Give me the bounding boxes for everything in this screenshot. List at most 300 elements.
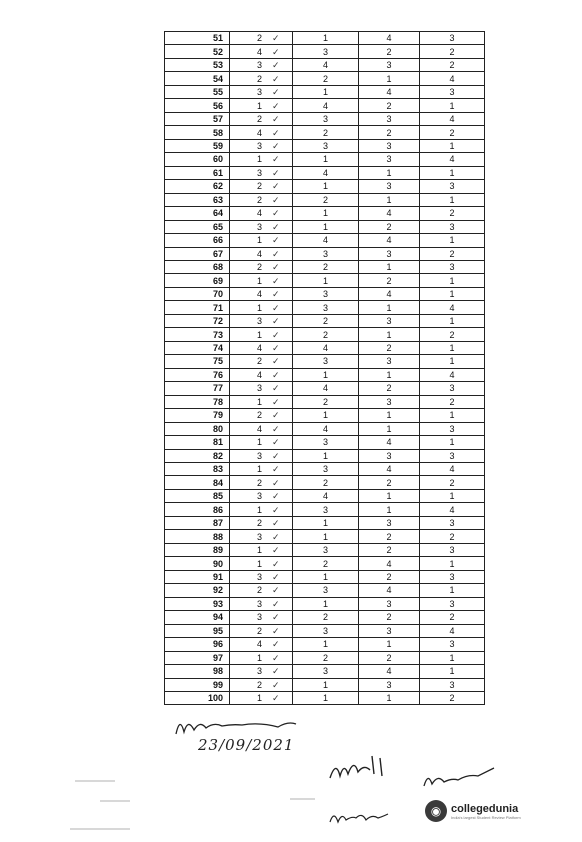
table-row — [165, 597, 485, 610]
answer-cell-2: 2 — [293, 611, 359, 624]
answer-cell-1 — [230, 193, 293, 206]
answer-value: 1 — [256, 558, 262, 569]
answer-cell-3: 1 — [359, 328, 420, 341]
table-row — [165, 584, 485, 597]
check-mark-icon: ✓ — [272, 518, 280, 529]
answer-cell-3: 4 — [359, 557, 420, 570]
answer-cell-2: 2 — [293, 328, 359, 341]
answer-cell-2: 2 — [293, 193, 359, 206]
question-number: 72 — [165, 314, 230, 327]
answer-cell-4: 2 — [420, 45, 485, 58]
table-row — [165, 234, 485, 247]
answer-cell-2: 4 — [293, 99, 359, 112]
answer-cell-1 — [230, 463, 293, 476]
answer-cell-1 — [230, 584, 293, 597]
table-row — [165, 624, 485, 637]
answer-cell-2: 3 — [293, 463, 359, 476]
answer-cell-1 — [230, 638, 293, 651]
check-mark-icon: ✓ — [272, 491, 280, 502]
answer-cell-1 — [230, 72, 293, 85]
question-number: 57 — [165, 112, 230, 125]
check-mark-icon: ✓ — [272, 167, 280, 178]
check-mark-icon: ✓ — [272, 154, 280, 165]
question-number: 85 — [165, 489, 230, 502]
table-row — [165, 638, 485, 651]
answer-cell-2: 3 — [293, 543, 359, 556]
check-mark-icon: ✓ — [272, 221, 280, 232]
answer-cell-2: 3 — [293, 247, 359, 260]
question-number: 59 — [165, 139, 230, 152]
question-number: 53 — [165, 58, 230, 71]
answer-value: 2 — [256, 73, 262, 84]
table-row — [165, 557, 485, 570]
answer-cell-4: 1 — [420, 651, 485, 664]
answer-cell-1 — [230, 409, 293, 422]
answer-value: 3 — [256, 140, 262, 151]
table-row — [165, 395, 485, 408]
answer-cell-1 — [230, 503, 293, 516]
answer-cell-1 — [230, 126, 293, 139]
table-row — [165, 570, 485, 583]
answer-cell-2: 2 — [293, 260, 359, 273]
answer-cell-1 — [230, 166, 293, 179]
answer-cell-4: 2 — [420, 328, 485, 341]
check-mark-icon: ✓ — [272, 289, 280, 300]
check-mark-icon: ✓ — [272, 450, 280, 461]
answer-value: 3 — [256, 571, 262, 582]
check-mark-icon: ✓ — [272, 194, 280, 205]
answer-cell-4: 4 — [420, 72, 485, 85]
question-number: 71 — [165, 301, 230, 314]
answer-cell-2: 2 — [293, 72, 359, 85]
question-number: 68 — [165, 260, 230, 273]
table-row — [165, 247, 485, 260]
answer-cell-4: 1 — [420, 287, 485, 300]
answer-cell-2: 1 — [293, 678, 359, 691]
question-number: 100 — [165, 691, 230, 704]
answer-cell-1 — [230, 422, 293, 435]
answer-cell-3: 4 — [359, 665, 420, 678]
table-row — [165, 314, 485, 327]
answer-cell-1 — [230, 382, 293, 395]
answer-value: 1 — [256, 652, 262, 663]
check-mark-icon: ✓ — [272, 625, 280, 636]
answer-value: 2 — [256, 194, 262, 205]
answer-cell-4: 1 — [420, 584, 485, 597]
answer-cell-1 — [230, 220, 293, 233]
answer-value: 1 — [256, 545, 262, 556]
answer-cell-1 — [230, 570, 293, 583]
check-mark-icon: ✓ — [272, 100, 280, 111]
answer-cell-4: 1 — [420, 99, 485, 112]
answer-cell-4: 3 — [420, 570, 485, 583]
answer-value: 3 — [256, 221, 262, 232]
answer-cell-1 — [230, 489, 293, 502]
answer-cell-3: 2 — [359, 99, 420, 112]
table-row — [165, 678, 485, 691]
answer-cell-3: 3 — [359, 516, 420, 529]
answer-cell-4: 3 — [420, 382, 485, 395]
answer-cell-3: 3 — [359, 678, 420, 691]
question-number: 89 — [165, 543, 230, 556]
answer-cell-1 — [230, 328, 293, 341]
answer-cell-3: 1 — [359, 72, 420, 85]
answer-cell-4: 2 — [420, 476, 485, 489]
answer-cell-2: 4 — [293, 234, 359, 247]
table-row — [165, 543, 485, 556]
answer-cell-3: 2 — [359, 543, 420, 556]
table-row — [165, 328, 485, 341]
check-mark-icon: ✓ — [272, 127, 280, 138]
answer-cell-4: 1 — [420, 665, 485, 678]
answer-cell-1 — [230, 597, 293, 610]
scan-smudge — [290, 798, 315, 800]
answer-value: 4 — [256, 369, 262, 380]
question-number: 93 — [165, 597, 230, 610]
signature-scribble-3 — [420, 766, 500, 790]
answer-cell-4: 3 — [420, 85, 485, 98]
answer-cell-4: 3 — [420, 422, 485, 435]
answer-value: 4 — [256, 208, 262, 219]
answer-cell-3: 3 — [359, 597, 420, 610]
answer-value: 1 — [256, 329, 262, 340]
question-number: 99 — [165, 678, 230, 691]
check-mark-icon: ✓ — [272, 652, 280, 663]
question-number: 83 — [165, 463, 230, 476]
table-row — [165, 32, 485, 45]
answer-cell-3: 1 — [359, 368, 420, 381]
check-mark-icon: ✓ — [272, 396, 280, 407]
table-row — [165, 45, 485, 58]
table-row — [165, 503, 485, 516]
answer-cell-4: 3 — [420, 638, 485, 651]
answer-cell-1 — [230, 301, 293, 314]
answer-cell-2: 3 — [293, 139, 359, 152]
answer-cell-2: 1 — [293, 368, 359, 381]
answer-value: 3 — [256, 167, 262, 178]
answer-cell-3: 3 — [359, 112, 420, 125]
check-mark-icon: ✓ — [272, 60, 280, 71]
answer-cell-1 — [230, 436, 293, 449]
table-row — [165, 193, 485, 206]
question-number: 67 — [165, 247, 230, 260]
answer-value: 3 — [256, 450, 262, 461]
answer-value: 3 — [256, 316, 262, 327]
question-number: 90 — [165, 557, 230, 570]
question-number: 64 — [165, 207, 230, 220]
answer-cell-3: 1 — [359, 503, 420, 516]
check-mark-icon: ✓ — [272, 262, 280, 273]
check-mark-icon: ✓ — [272, 140, 280, 151]
answer-cell-3: 3 — [359, 624, 420, 637]
answer-cell-3: 1 — [359, 260, 420, 273]
logo-name: collegedunia — [451, 802, 519, 815]
check-mark-icon: ✓ — [272, 679, 280, 690]
answer-cell-2: 1 — [293, 597, 359, 610]
table-row — [165, 409, 485, 422]
question-number: 98 — [165, 665, 230, 678]
answer-cell-3: 2 — [359, 570, 420, 583]
answer-cell-4: 2 — [420, 58, 485, 71]
answer-cell-2: 2 — [293, 557, 359, 570]
answer-cell-3: 2 — [359, 651, 420, 664]
question-number: 95 — [165, 624, 230, 637]
answer-cell-4: 2 — [420, 530, 485, 543]
answer-value: 4 — [256, 289, 262, 300]
answer-cell-3: 1 — [359, 193, 420, 206]
check-mark-icon: ✓ — [272, 343, 280, 354]
question-number: 88 — [165, 530, 230, 543]
answer-cell-2: 3 — [293, 624, 359, 637]
check-mark-icon: ✓ — [272, 383, 280, 394]
answer-cell-2: 2 — [293, 651, 359, 664]
table-row — [165, 691, 485, 704]
question-number: 91 — [165, 570, 230, 583]
answer-cell-2: 4 — [293, 422, 359, 435]
question-number: 69 — [165, 274, 230, 287]
answer-cell-4: 4 — [420, 463, 485, 476]
answer-cell-4: 1 — [420, 314, 485, 327]
answer-cell-4: 2 — [420, 247, 485, 260]
answer-cell-3: 4 — [359, 85, 420, 98]
answer-cell-4: 1 — [420, 341, 485, 354]
check-mark-icon: ✓ — [272, 571, 280, 582]
answer-value: 4 — [256, 248, 262, 259]
answer-key-table — [164, 31, 485, 705]
answer-cell-4: 1 — [420, 166, 485, 179]
question-number: 56 — [165, 99, 230, 112]
check-mark-icon: ✓ — [272, 423, 280, 434]
answer-value: 2 — [256, 585, 262, 596]
answer-value: 2 — [256, 181, 262, 192]
answer-value: 4 — [256, 423, 262, 434]
answer-value: 1 — [256, 693, 262, 704]
answer-value: 2 — [256, 114, 262, 125]
answer-value: 1 — [256, 100, 262, 111]
answer-cell-1 — [230, 368, 293, 381]
check-mark-icon: ✓ — [272, 558, 280, 569]
answer-cell-4: 3 — [420, 220, 485, 233]
table-row — [165, 489, 485, 502]
answer-cell-4: 2 — [420, 691, 485, 704]
answer-value: 2 — [256, 679, 262, 690]
table-row — [165, 180, 485, 193]
answer-cell-3: 4 — [359, 32, 420, 45]
question-number: 73 — [165, 328, 230, 341]
check-mark-icon: ✓ — [272, 248, 280, 259]
answer-cell-3: 4 — [359, 234, 420, 247]
answer-cell-2: 4 — [293, 382, 359, 395]
question-number: 94 — [165, 611, 230, 624]
answer-cell-2: 2 — [293, 126, 359, 139]
table-row — [165, 139, 485, 152]
answer-cell-3: 2 — [359, 220, 420, 233]
check-mark-icon: ✓ — [272, 46, 280, 57]
answer-cell-4: 3 — [420, 32, 485, 45]
answer-cell-4: 1 — [420, 436, 485, 449]
answer-cell-3: 4 — [359, 207, 420, 220]
question-number: 80 — [165, 422, 230, 435]
question-number: 77 — [165, 382, 230, 395]
answer-cell-3: 3 — [359, 139, 420, 152]
collegedunia-logo — [425, 800, 521, 822]
answer-cell-4: 3 — [420, 180, 485, 193]
answer-cell-3: 2 — [359, 530, 420, 543]
answer-cell-1 — [230, 314, 293, 327]
check-mark-icon: ✓ — [272, 369, 280, 380]
question-number: 97 — [165, 651, 230, 664]
table-row — [165, 85, 485, 98]
check-mark-icon: ✓ — [272, 437, 280, 448]
answer-cell-4: 4 — [420, 503, 485, 516]
answer-cell-2: 1 — [293, 409, 359, 422]
answer-cell-4: 1 — [420, 139, 485, 152]
answer-cell-4: 1 — [420, 557, 485, 570]
check-mark-icon: ✓ — [272, 693, 280, 704]
answer-cell-3: 2 — [359, 611, 420, 624]
answer-cell-1 — [230, 476, 293, 489]
check-mark-icon: ✓ — [272, 73, 280, 84]
answer-value: 3 — [256, 598, 262, 609]
table-row — [165, 260, 485, 273]
answer-cell-1 — [230, 260, 293, 273]
answer-cell-2: 1 — [293, 449, 359, 462]
answer-cell-1 — [230, 234, 293, 247]
answer-cell-1 — [230, 691, 293, 704]
answer-value: 3 — [256, 531, 262, 542]
answer-value: 1 — [256, 464, 262, 475]
answer-cell-1 — [230, 543, 293, 556]
table-row — [165, 72, 485, 85]
signature-date: 23/09/2021 — [198, 736, 295, 754]
table-row — [165, 611, 485, 624]
answer-value: 2 — [256, 477, 262, 488]
answer-value: 3 — [256, 491, 262, 502]
answer-value: 3 — [256, 60, 262, 71]
answer-cell-3: 1 — [359, 301, 420, 314]
answer-cell-4: 4 — [420, 368, 485, 381]
check-mark-icon: ✓ — [272, 545, 280, 556]
check-mark-icon: ✓ — [272, 302, 280, 313]
answer-cell-3: 3 — [359, 355, 420, 368]
answer-cell-2: 3 — [293, 355, 359, 368]
answer-cell-3: 2 — [359, 382, 420, 395]
table-row — [165, 422, 485, 435]
scan-smudge — [75, 780, 115, 782]
answer-cell-1 — [230, 557, 293, 570]
answer-cell-2: 3 — [293, 287, 359, 300]
answer-cell-4: 1 — [420, 409, 485, 422]
answer-cell-3: 2 — [359, 45, 420, 58]
question-number: 55 — [165, 85, 230, 98]
answer-cell-2: 1 — [293, 153, 359, 166]
answer-cell-3: 3 — [359, 395, 420, 408]
answer-cell-3: 1 — [359, 638, 420, 651]
table-row — [165, 220, 485, 233]
check-mark-icon: ✓ — [272, 33, 280, 44]
answer-cell-1 — [230, 530, 293, 543]
answer-cell-3: 1 — [359, 409, 420, 422]
answer-cell-1 — [230, 112, 293, 125]
answer-cell-2: 3 — [293, 503, 359, 516]
answer-cell-2: 2 — [293, 395, 359, 408]
answer-cell-4: 2 — [420, 207, 485, 220]
check-mark-icon: ✓ — [272, 316, 280, 327]
answer-cell-1 — [230, 449, 293, 462]
answer-value: 4 — [256, 639, 262, 650]
answer-value: 3 — [256, 612, 262, 623]
table-row — [165, 153, 485, 166]
logo-tagline: India's largest Student Review Platform — [451, 814, 521, 820]
answer-cell-2: 4 — [293, 341, 359, 354]
answer-cell-3: 2 — [359, 126, 420, 139]
answer-cell-4: 2 — [420, 611, 485, 624]
table-row — [165, 530, 485, 543]
question-number: 61 — [165, 166, 230, 179]
scan-smudge — [100, 800, 130, 802]
answer-cell-4: 3 — [420, 678, 485, 691]
answer-cell-2: 1 — [293, 85, 359, 98]
answer-cell-2: 1 — [293, 570, 359, 583]
answer-cell-2: 1 — [293, 516, 359, 529]
answer-cell-4: 4 — [420, 153, 485, 166]
answer-cell-2: 3 — [293, 112, 359, 125]
answer-cell-1 — [230, 395, 293, 408]
answer-cell-2: 1 — [293, 207, 359, 220]
answer-cell-4: 1 — [420, 234, 485, 247]
answer-cell-1 — [230, 32, 293, 45]
table-row — [165, 449, 485, 462]
answer-value: 1 — [256, 302, 262, 313]
question-number: 75 — [165, 355, 230, 368]
answer-cell-1 — [230, 274, 293, 287]
check-mark-icon: ✓ — [272, 275, 280, 286]
answer-cell-3: 3 — [359, 153, 420, 166]
answer-cell-1 — [230, 58, 293, 71]
check-mark-icon: ✓ — [272, 87, 280, 98]
answer-cell-1 — [230, 85, 293, 98]
answer-cell-1 — [230, 180, 293, 193]
answer-cell-2: 4 — [293, 58, 359, 71]
answer-cell-2: 3 — [293, 584, 359, 597]
table-row — [165, 126, 485, 139]
answer-value: 2 — [256, 625, 262, 636]
answer-cell-1 — [230, 287, 293, 300]
answer-cell-3: 1 — [359, 166, 420, 179]
answer-cell-4: 4 — [420, 301, 485, 314]
signature-scribble-2 — [328, 752, 388, 784]
answer-cell-1 — [230, 153, 293, 166]
answer-cell-4: 2 — [420, 395, 485, 408]
answer-cell-2: 1 — [293, 220, 359, 233]
question-number: 76 — [165, 368, 230, 381]
answer-cell-4: 1 — [420, 193, 485, 206]
answer-value: 2 — [256, 518, 262, 529]
answer-cell-1 — [230, 355, 293, 368]
answer-cell-2: 1 — [293, 638, 359, 651]
check-mark-icon: ✓ — [272, 598, 280, 609]
check-mark-icon: ✓ — [272, 356, 280, 367]
answer-cell-2: 1 — [293, 32, 359, 45]
answer-cell-4: 3 — [420, 597, 485, 610]
graduate-mascot-icon: ◉ — [425, 800, 447, 822]
check-mark-icon: ✓ — [272, 612, 280, 623]
check-mark-icon: ✓ — [272, 329, 280, 340]
answer-cell-1 — [230, 624, 293, 637]
answer-cell-1 — [230, 45, 293, 58]
table-row — [165, 207, 485, 220]
answer-value: 2 — [256, 33, 262, 44]
